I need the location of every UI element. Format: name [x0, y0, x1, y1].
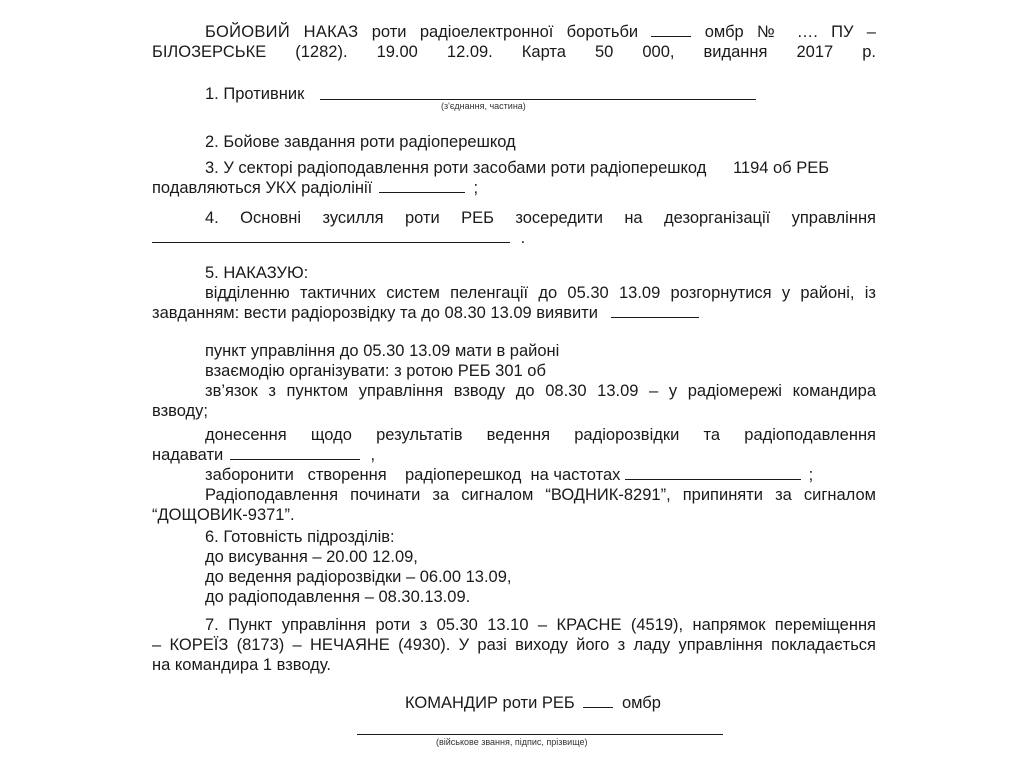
orders-p5-line-2 — [152, 445, 876, 465]
section-sector-unit: 1194 об РЕБ — [732, 159, 830, 177]
brigade-number-blank — [583, 706, 613, 708]
signature-line — [405, 693, 805, 713]
section-command-post-line-1: 7. Пункт управління роти з 05.30 13.10 – КРАСНЕ (4519), напрямок переміщення — [205, 616, 876, 634]
enemy-caption: (з'єднання, частина) — [441, 101, 526, 111]
section-main-efforts: 4. Основні зусилля роти РЕБ зосередити на дезорганізації управління — [205, 209, 876, 227]
section-sector-line-1 — [205, 158, 876, 178]
readiness-item-3: до радіоподавлення – 08.30.13.09. — [205, 588, 471, 606]
orders-p6-text: заборонити створення радіоперешкод на частотах — [205, 466, 621, 484]
section-combat-task: 2. Бойове завдання роти радіоперешкод — [205, 133, 516, 151]
commander-title: КОМАНДИР роти РЕБ — [405, 694, 575, 712]
orders-p7-line-2: “ДОЩОВИК-9371”. — [152, 506, 295, 524]
section-sector-line-2 — [152, 178, 876, 198]
orders-p5-end: , — [370, 446, 376, 464]
commander-unit: омбр — [621, 694, 661, 712]
orders-p4-line-2: взводу; — [152, 402, 209, 420]
orders-p6 — [205, 465, 876, 485]
order-title-subject: роти радіоелектронної боротьби — [371, 23, 639, 41]
main-efforts-end: . — [520, 229, 526, 247]
order-title-line — [205, 22, 876, 42]
order-title: БОЙОВИЙ НАКАЗ — [205, 23, 359, 41]
main-efforts-blank — [152, 241, 510, 243]
readiness-item-1: до висування – 20.00 12.09, — [205, 548, 418, 566]
orders-p3: взаємодію організувати: з ротою РЕБ 301 об — [205, 362, 546, 380]
section-orders-title: 5. НАКАЗУЮ: — [205, 264, 309, 282]
orders-p1-line-1: відділенню тактичних систем пеленгації до 05.30 13.09 розгорнутися у районі, із — [205, 284, 876, 302]
section-main-efforts-line-2 — [152, 228, 876, 248]
section-readiness-title: 6. Готовність підрозділів: — [205, 528, 395, 546]
orders-p2: пункт управління до 05.30 13.09 мати в районі — [205, 342, 560, 360]
readiness-item-2: до ведення радіорозвідки – 06.00 13.09, — [205, 568, 512, 586]
report-blank — [230, 458, 360, 460]
orders-p5-line-1: донесення щодо результатів ведення радіорозвідки та радіоподавлення — [205, 426, 876, 444]
detect-blank — [611, 316, 699, 318]
section-enemy — [205, 84, 876, 104]
section-enemy-label: 1. Противник — [205, 85, 305, 103]
orders-p7-line-1: Радіоподавлення починати за сигналом “ВОДНИК-8291”, припиняти за сигналом — [205, 486, 876, 504]
radio-lines-blank — [379, 191, 465, 193]
orders-p5-text: надавати — [152, 446, 224, 464]
signature-blank — [357, 734, 723, 735]
radio-lines-label: подавляються УКХ радіолінії — [152, 179, 373, 197]
frequencies-blank — [625, 478, 801, 480]
orders-p6-end: ; — [808, 466, 814, 484]
unit-number-blank — [651, 35, 691, 37]
enemy-blank — [320, 99, 756, 100]
orders-p1-text: завданням: вести радіорозвідку та до 08.30 13.09 виявити — [152, 304, 598, 322]
order-title-unit: омбр № …. ПУ – — [704, 23, 876, 41]
orders-p4-line-1: зв’язок з пунктом управління взводу до 08.30 13.09 – у радіомережі командира — [205, 382, 876, 400]
section-command-post-line-3: на командира 1 взводу. — [152, 656, 331, 674]
orders-p1-line-2 — [152, 303, 876, 323]
signature-caption: (військове звання, підпис, прізвище) — [436, 737, 588, 747]
section-command-post-line-2: – КОРЕЇЗ (8173) – НЕЧАЯНЕ (4930). У разі виходу його з ладу управління покладається — [152, 636, 876, 654]
order-title-line-2: БІЛОЗЕРСЬКЕ (1282). 19.00 12.09. Карта 50 000, видання 2017 р. — [152, 43, 876, 61]
radio-lines-end: ; — [473, 179, 479, 197]
section-sector-text: 3. У секторі радіоподавлення роти засобами роти радіоперешкод — [205, 159, 707, 177]
